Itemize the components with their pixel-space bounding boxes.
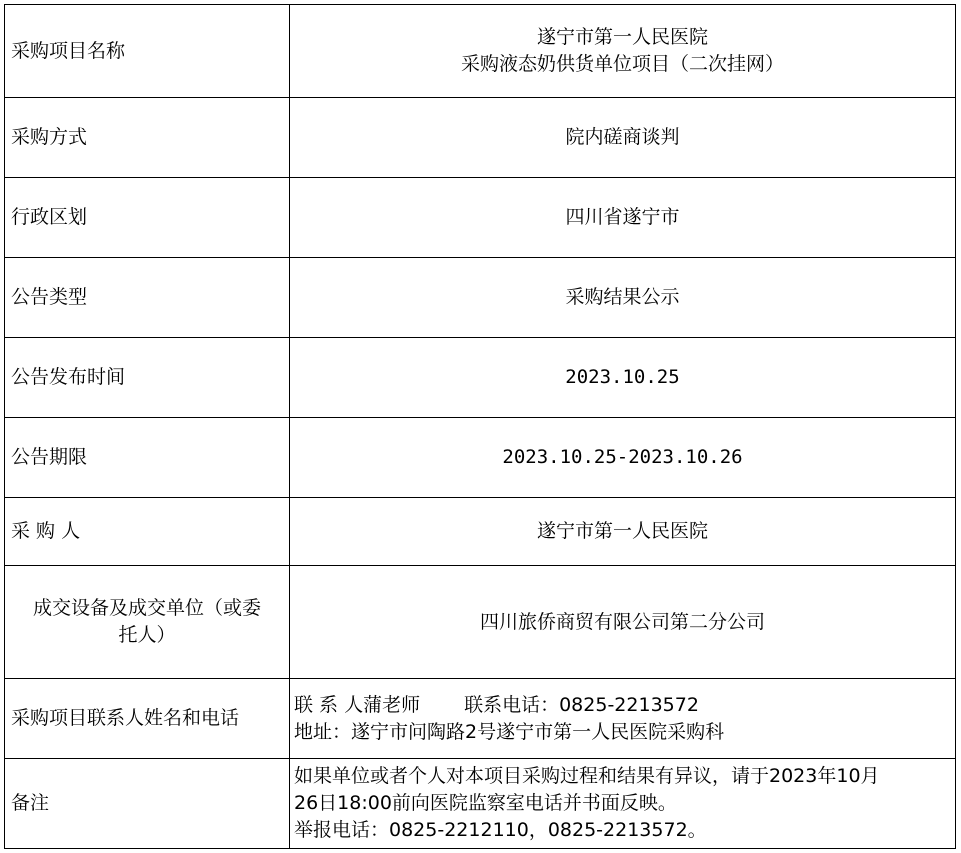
period-value: 2023.10.25-2023.10.26 (290, 418, 956, 498)
winner-value: 四川旅侨商贸有限公司第二分公司 (290, 566, 956, 679)
winner-label-line2: 托人） (118, 624, 176, 646)
region-value: 四川省遂宁市 (290, 178, 956, 258)
period-label: 公告期限 (5, 418, 290, 498)
project-name-label: 采购项目名称 (5, 5, 290, 98)
contact-address: 地址：遂宁市问陶路2号遂宁市第一人民医院采购科 (294, 720, 725, 743)
table-row (5, 178, 956, 258)
project-name-line1: 遂宁市第一人民医院 (536, 26, 708, 48)
purchaser-label: 采 购 人 (5, 498, 290, 566)
method-value: 院内磋商谈判 (290, 98, 956, 178)
region-label: 行政区划 (5, 178, 290, 258)
winner-label (5, 566, 290, 679)
publish-time-label: 公告发布时间 (5, 338, 290, 418)
contact-label: 采购项目联系人姓名和电话 (5, 679, 290, 759)
contact-phone: 联系电话：0825-2213572 (464, 693, 699, 716)
contact-value (290, 679, 956, 759)
project-name-value (290, 5, 956, 98)
procurement-result-table (4, 4, 956, 849)
table-row (5, 98, 956, 178)
publish-time-value: 2023.10.25 (290, 338, 956, 418)
remarks-label: 备注 (5, 759, 290, 849)
project-name-line2: 采购液态奶供货单位项目（二次挂网） (460, 53, 784, 75)
contact-person: 联 系 人蒲老师 (294, 693, 421, 716)
table-row (5, 5, 956, 98)
remarks-line2: 26日18:00前向医院监察室电话并书面反映。 (294, 792, 677, 814)
purchaser-value: 遂宁市第一人民医院 (290, 498, 956, 566)
table-row (5, 759, 956, 849)
notice-type-label: 公告类型 (5, 258, 290, 338)
remarks-value (290, 759, 956, 849)
remarks-line1: 如果单位或者个人对本项目采购过程和结果有异议，请于2023年10月 (294, 765, 880, 787)
winner-label-line1: 成交设备及成交单位（或委 (32, 597, 261, 619)
remarks-line3: 举报电话：0825-2212110，0825-2213572。 (294, 819, 707, 841)
contact-line1 (294, 692, 949, 719)
table-row (5, 566, 956, 679)
table-row (5, 418, 956, 498)
table-row (5, 258, 956, 338)
notice-type-value: 采购结果公示 (290, 258, 956, 338)
table-row (5, 338, 956, 418)
table-row (5, 498, 956, 566)
table-row (5, 679, 956, 759)
method-label: 采购方式 (5, 98, 290, 178)
